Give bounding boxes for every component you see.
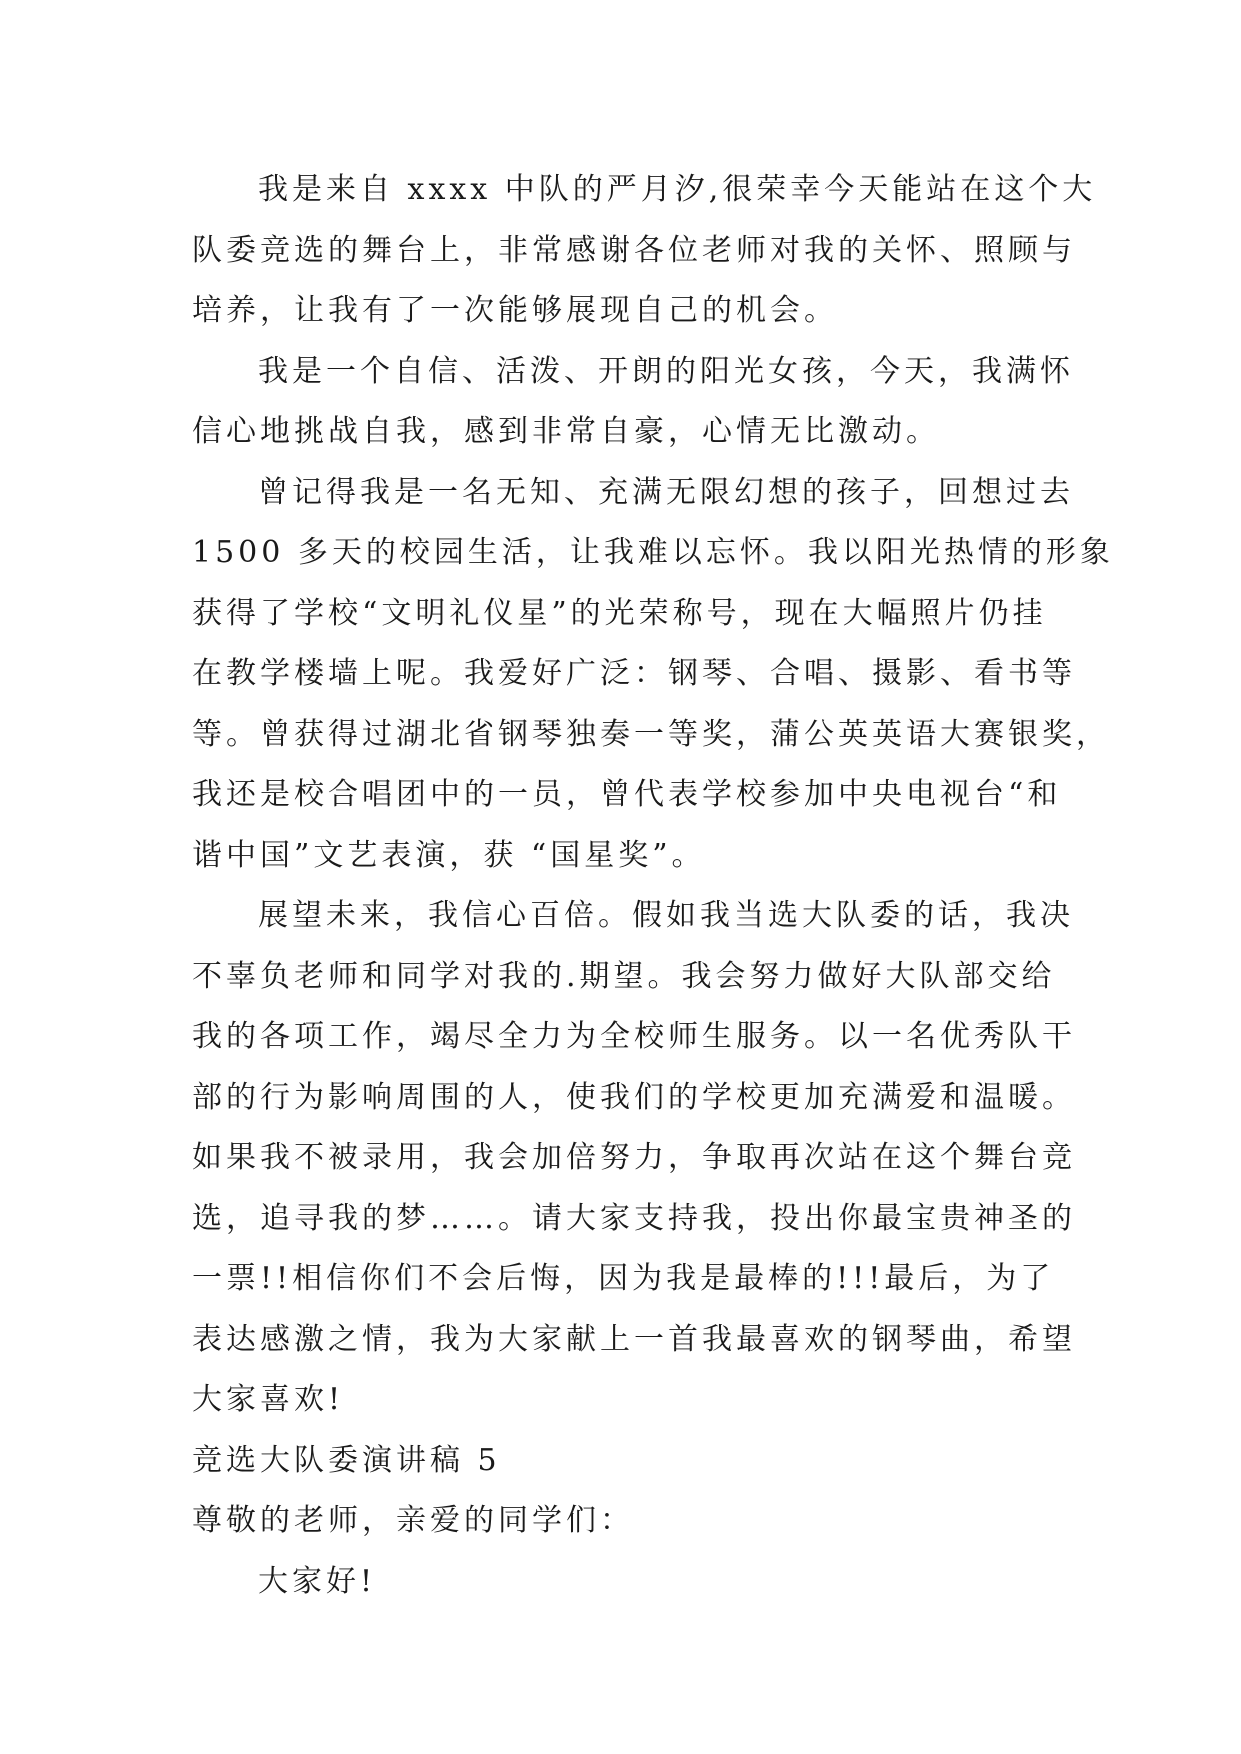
salutation: 尊敬的老师，亲爱的同学们： [192, 1503, 634, 1538]
text-line: 曾记得我是一名无知、充满无限幻想的孩子，回想过去 [258, 474, 1074, 510]
text-line: 部的行为影响周围的人，使我们的学校更加充满爱和温暖。 [192, 1079, 1076, 1115]
text-line: 在教学楼墙上呢。我爱好广泛：钢琴、合唱、摄影、看书等 [192, 656, 1076, 691]
text-line: 一票!!相信你们不会后悔，因为我是最棒的!!!最后，为了 [192, 1261, 1055, 1296]
text-line: 获得了学校“文明礼仪星”的光荣称号，现在大幅照片仍挂 [192, 595, 1047, 631]
paragraph [192, 342, 1074, 463]
text-line: 选，追寻我的梦……。请大家支持我，投出你最宝贵神圣的 [192, 1200, 1076, 1236]
text-line: 我是来自 xxxx 中队的严月汐,很荣幸今天能站在这个大 [258, 172, 1097, 207]
text-line: 我是一个自信、活泼、开朗的阳光女孩，今天，我满怀 [258, 353, 1074, 389]
section-heading: 竞选大队委演讲稿 5 [192, 1442, 501, 1478]
text-line: 培养，让我有了一次能够展现自己的机会。 [192, 293, 838, 328]
document-body [192, 160, 1114, 1612]
text-line: 表达感激之情，我为大家献上一首我最喜欢的钢琴曲，希望 [192, 1321, 1076, 1357]
text-line: 信心地挑战自我，感到非常自豪，心情无比激动。 [192, 414, 940, 449]
text-line: 不辜负老师和同学对我的.期望。我会努力做好大队部交给 [192, 958, 1056, 994]
text-line: 我还是校合唱团中的一员，曾代表学校参加中央电视台“和 [192, 777, 1062, 812]
text-line: 队委竞选的舞台上，非常感谢各位老师对我的关怀、照顾与 [192, 232, 1076, 268]
paragraph [192, 160, 1097, 342]
text-line: 1500 多天的校园生活，让我难以忘怀。我以阳光热情的形象 [192, 535, 1114, 570]
text-line: 如果我不被录用，我会加倍努力，争取再次站在这个舞台竞 [192, 1140, 1076, 1175]
greeting: 大家好! [258, 1563, 377, 1599]
text-line: 谐中国”文艺表演，获 “国星奖”。 [192, 837, 706, 873]
text-line: 等。曾获得过湖北省钢琴独奏一等奖，蒲公英英语大赛银奖， [192, 716, 1110, 752]
text-line: 展望未来，我信心百倍。假如我当选大队委的话，我决 [258, 898, 1074, 933]
text-line: 我的各项工作，竭尽全力为全校师生服务。以一名优秀队干 [192, 1019, 1076, 1054]
text-line: 大家喜欢! [192, 1382, 345, 1417]
paragraph [192, 463, 1114, 887]
paragraph [192, 886, 1076, 1431]
